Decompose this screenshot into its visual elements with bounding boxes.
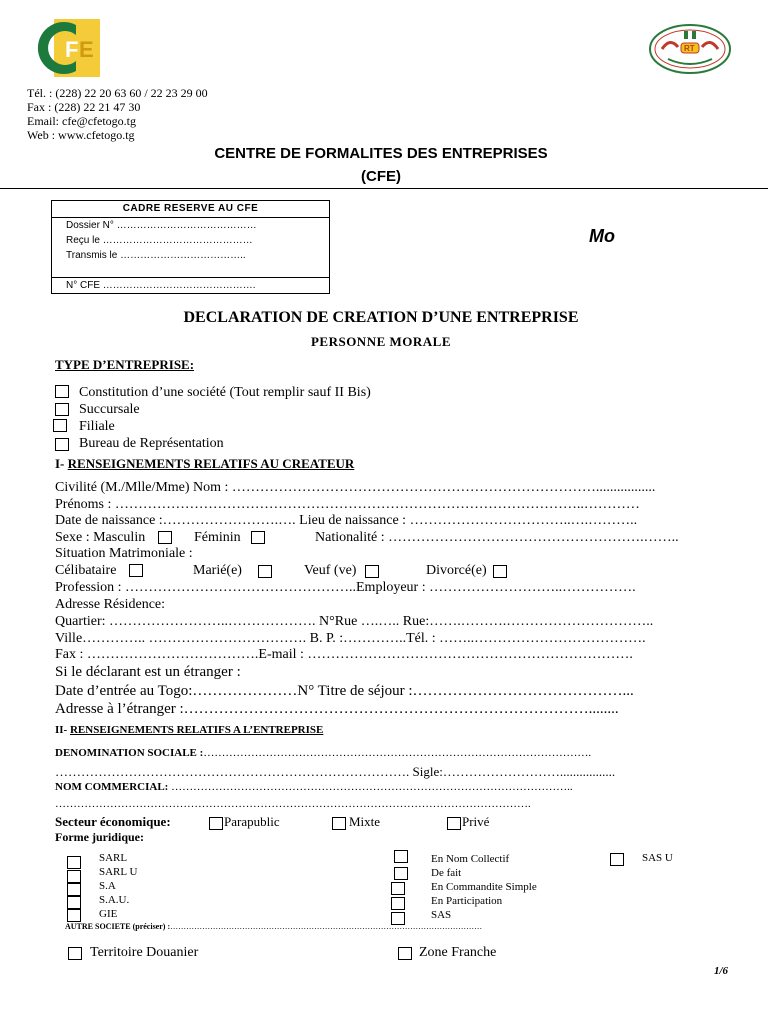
republic-emblem <box>648 23 732 75</box>
sigle-row[interactable] <box>55 764 615 780</box>
header-subtitle: (CFE) <box>361 168 401 185</box>
dossier-field[interactable]: Dossier N° …………………………………… <box>66 220 257 231</box>
forme-nom-collectif-label: En Nom Collectif <box>431 853 510 865</box>
forme-participation-label: En Participation <box>431 895 503 907</box>
adresse-etranger-field[interactable]: Adresse à l’étranger :………………………………………………………………………........ <box>55 701 619 717</box>
celibataire-label: Célibataire <box>55 563 117 578</box>
forme-nom-collectif-checkbox[interactable] <box>394 850 408 863</box>
secteur-parapublic-label: Parapublic <box>224 814 280 829</box>
section2-number: II- <box>55 724 70 736</box>
forme-sa-label: S.A <box>99 880 116 892</box>
header-title: CENTRE DE FORMALITES DES ENTREPRISES <box>214 145 548 162</box>
marie-checkbox[interactable] <box>258 565 272 578</box>
denomination-label: DENOMINATION SOCIALE : <box>55 747 204 759</box>
denomination-line2: ………………………………………………………………………. <box>55 764 410 779</box>
doc-subtitle: PERSONNE MORALE <box>310 334 452 349</box>
autre-societe-row[interactable] <box>65 922 482 931</box>
naissance-field[interactable]: Date de naissance :…………………….…. Lieu de naissance : ……………………………..….……….. <box>55 513 638 528</box>
type-filiale-label: Filiale <box>79 419 115 434</box>
secteur-parapublic-checkbox[interactable] <box>209 817 223 830</box>
marie-label: Marié(e) <box>193 563 242 578</box>
quartier-field[interactable]: Quartier: ……………………..………………. N°Rue ….….. Rue:…….……….………………………….. <box>55 614 654 629</box>
forme-commandite-checkbox[interactable] <box>391 882 405 895</box>
veuf-checkbox[interactable] <box>365 565 379 578</box>
sigle-field: Sigle:………………………................. <box>412 764 616 779</box>
forme-sasu-checkbox[interactable] <box>610 853 624 866</box>
cadre-divider <box>52 277 329 278</box>
transmis-field[interactable]: Transmis le ……………………………….. <box>66 250 246 261</box>
cfe-reserved-title: CADRE RESERVE AU CFE <box>52 201 329 218</box>
sexe-feminin-checkbox[interactable] <box>251 531 265 544</box>
type-succursale-checkbox[interactable] <box>55 403 69 416</box>
secteur-label: Secteur économique: <box>55 814 171 829</box>
svg-text:E: E <box>79 37 94 62</box>
secteur-prive-label: Privé <box>462 814 490 829</box>
section2-title: RENSEIGNEMENTS RELATIFS A L’ENTREPRISE <box>69 724 324 736</box>
nationalite-field[interactable]: Nationalité : ……………………………………………….…….. <box>315 530 679 545</box>
svg-text:RT: RT <box>684 44 695 53</box>
contact-web[interactable]: Web : www.cfetogo.tg <box>27 128 135 142</box>
forme-de-fait-checkbox[interactable] <box>394 867 408 880</box>
contact-email[interactable]: Email: cfe@cfetogo.tg <box>27 114 137 128</box>
forme-commandite-label: En Commandite Simple <box>431 881 537 893</box>
autre-societe-label: AUTRE SOCIETE <box>65 922 131 931</box>
recu-field[interactable]: Reçu le ……………………………………… <box>66 235 253 246</box>
forme-sas-label: SAS <box>431 909 452 921</box>
forme-sasu-label: SAS U <box>642 852 673 864</box>
territoire-douanier-checkbox[interactable] <box>68 947 82 960</box>
forme-participation-checkbox[interactable] <box>391 897 405 910</box>
section1-title: RENSEIGNEMENTS RELATIFS AU CREATEUR <box>67 456 355 471</box>
forme-de-fait-label: De fait <box>431 867 462 879</box>
ncfe-field[interactable]: N° CFE ………………………………………. <box>66 280 256 291</box>
forme-gie-label: GIE <box>99 908 118 920</box>
type-filiale-checkbox[interactable] <box>53 419 67 432</box>
cfe-logo <box>30 17 102 79</box>
prenoms-field[interactable]: Prénoms : ………………………………………………………………………………………..………… <box>55 497 640 512</box>
forme-sarl-label: SARL <box>99 852 128 864</box>
type-bureau-checkbox[interactable] <box>55 438 69 451</box>
type-constitution-label: Constitution d’une société (Tout remplir sauf II Bis) <box>79 385 371 400</box>
zone-franche-label: Zone Franche <box>419 945 497 960</box>
mo-label: Mo <box>589 226 615 246</box>
forme-sau-checkbox[interactable] <box>67 896 81 909</box>
autre-preciser-label: (préciser) : <box>132 922 171 931</box>
nom-commercial-row[interactable] <box>55 781 573 793</box>
divorce-checkbox[interactable] <box>493 565 507 578</box>
divorce-label: Divorcé(e) <box>426 563 487 578</box>
ville-field[interactable]: Ville………….. ……………………………. B. P. :…………..Tél. : ……..………………………………. <box>55 631 646 646</box>
autre-dots: ……………………………………………………………………………………………………… <box>170 922 483 931</box>
civilite-field[interactable]: Civilité (M./Mlle/Mme) Nom : ……………………………………………………………………................. <box>55 480 656 495</box>
situation-label: Situation Matrimoniale : <box>55 546 193 561</box>
nom-commercial-line2[interactable]: …………………………………………………………………………………………………………………. <box>55 798 531 810</box>
section1-heading <box>55 456 354 472</box>
type-constitution-checkbox[interactable] <box>55 385 69 398</box>
forme-sa-checkbox[interactable] <box>67 883 81 896</box>
territoire-douanier-label: Territoire Douanier <box>90 945 199 960</box>
type-succursale-label: Succursale <box>79 402 140 417</box>
etranger-label: Si le déclarant est un étranger : <box>55 664 241 680</box>
secteur-mixte-label: Mixte <box>349 814 381 829</box>
section1-number: I- <box>55 456 68 471</box>
section2-heading <box>55 724 323 736</box>
nom-commercial-dots: ……………………………………………………………………………………………….. <box>171 781 573 793</box>
nom-commercial-label: NOM COMMERCIAL: <box>55 781 169 793</box>
forme-sau-label: S.A.U. <box>99 894 130 906</box>
adresse-label: Adresse Résidence: <box>55 597 166 612</box>
forme-gie-checkbox[interactable] <box>67 909 81 922</box>
svg-text:F: F <box>65 37 79 62</box>
doc-title: DECLARATION DE CREATION D’UNE ENTREPRISE <box>183 309 579 326</box>
type-bureau-label: Bureau de Représentation <box>79 436 224 451</box>
type-heading: TYPE D’ENTREPRISE: <box>55 357 195 372</box>
sexe-feminin-label: Féminin <box>194 530 241 545</box>
secteur-prive-checkbox[interactable] <box>447 817 461 830</box>
profession-field[interactable]: Profession : …………………………………………..Employeur : ………………………..……………. <box>55 580 636 595</box>
contact-fax: Fax : (228) 22 21 47 30 <box>27 100 141 114</box>
sexe-masculin-checkbox[interactable] <box>158 531 172 544</box>
celibataire-checkbox[interactable] <box>129 564 143 577</box>
forme-sarlu-checkbox[interactable] <box>67 870 81 883</box>
page-number: 1/6 <box>714 965 729 977</box>
forme-label: Forme juridique: <box>55 830 144 844</box>
forme-sarlu-label: SARL U <box>99 866 138 878</box>
fax-email-field[interactable]: Fax : ……………………………….E-mail : ……………………………………………………………. <box>55 647 633 662</box>
denomination-dots: ……………………………………………………………………………………………. <box>203 747 592 759</box>
veuf-label: Veuf (ve) <box>304 563 357 578</box>
contact-tel: Tél. : (228) 22 20 63 60 / 22 23 29 00 <box>27 86 208 100</box>
header-divider <box>0 188 768 189</box>
forme-sarl-checkbox[interactable] <box>67 856 81 869</box>
zone-franche-checkbox[interactable] <box>398 947 412 960</box>
sexe-masculin-label: Sexe : Masculin <box>55 530 146 545</box>
denomination-row[interactable] <box>55 747 591 759</box>
secteur-mixte-checkbox[interactable] <box>332 817 346 830</box>
date-entree-field[interactable]: Date d’entrée au Togo:…………………N° Titre de séjour :……………………………………... <box>55 683 634 699</box>
cfe-reserved-box <box>51 200 330 294</box>
